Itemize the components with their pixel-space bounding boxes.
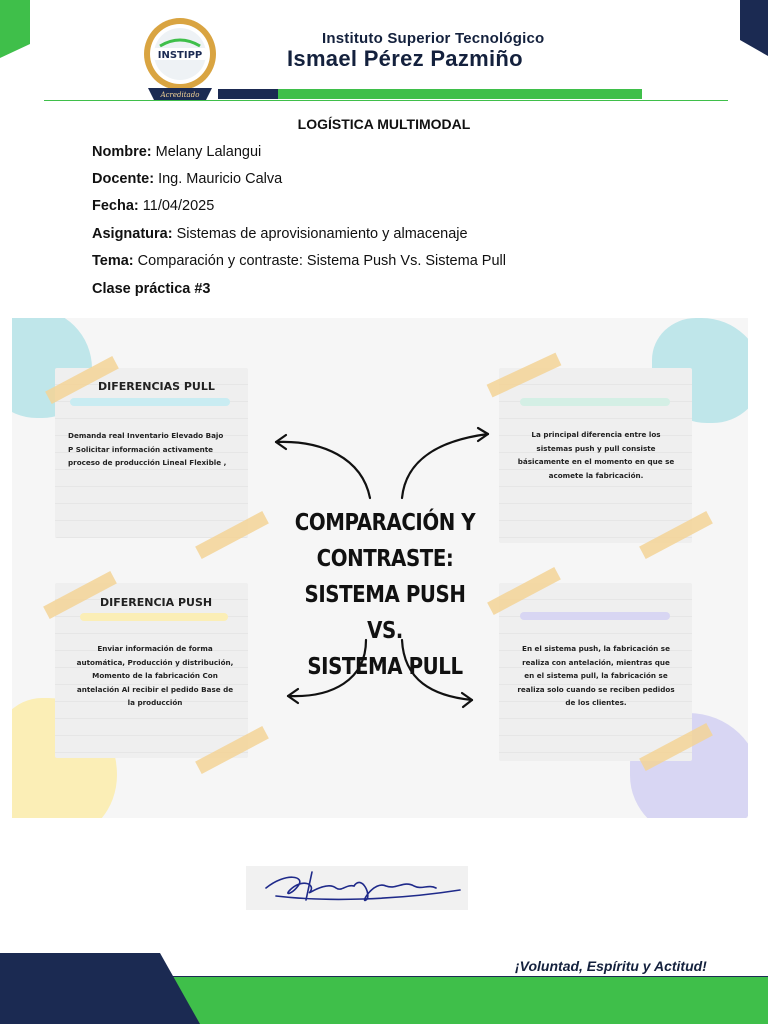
pull-line: proceso de producción Lineal Flexible , — [68, 458, 227, 467]
right-bottom-line: En el sistema push, la fabricación se — [522, 644, 670, 653]
field-value: 11/04/2025 — [138, 198, 215, 214]
infographic-center-title — [295, 505, 476, 685]
field-clase — [92, 281, 211, 297]
field-label: Fecha: — [92, 198, 139, 214]
center-title-line: CONTRASTE: — [316, 546, 454, 572]
pull-line: Demanda real Inventario Elevado Bajo — [68, 431, 224, 440]
right-bottom-line: en el sistema pull, la fabricación se — [524, 671, 668, 680]
right-top-card-text — [504, 428, 688, 482]
push-card-title: DIFERENCIA PUSH — [100, 596, 213, 609]
right-bottom-highlight — [520, 612, 670, 620]
footer-green-band — [150, 977, 768, 1024]
field-label: Docente: — [92, 171, 155, 187]
header-bar-green — [278, 89, 642, 99]
push-line: automática, Producción y distribución, — [76, 657, 234, 667]
center-title-line: SISTEMA PULL — [307, 654, 463, 680]
field-label: Clase práctica #3 — [92, 281, 211, 297]
institute-name-line2: Ismael Pérez Pazmiño — [287, 46, 523, 71]
pull-card-text — [68, 429, 248, 470]
right-bottom-line: de los clientes. — [565, 698, 627, 707]
institute-logo — [140, 16, 226, 102]
center-title-line: SISTEMA PUSH VS. — [304, 582, 466, 644]
arrow-top-right — [402, 434, 488, 498]
push-line: antelación Al recibir el pedido Base de — [76, 684, 234, 694]
pull-highlight — [70, 398, 230, 406]
push-line: la producción — [127, 698, 183, 707]
field-label: Asignatura: — [92, 226, 173, 242]
right-top-line: sistemas push y pull consiste — [536, 443, 656, 453]
right-top-line: La principal diferencia entre los — [531, 430, 661, 439]
corner-green-accent — [0, 0, 30, 58]
center-title-line: COMPARACIÓN Y — [294, 510, 476, 536]
pull-card-title: DIFERENCIAS PULL — [98, 380, 215, 393]
footer-motto: ¡Voluntad, Espíritu y Actitud! — [515, 958, 707, 974]
right-bottom-line: realiza solo cuando se reciben pedidos — [517, 684, 675, 694]
arrow-top-left — [276, 442, 370, 498]
push-card-text — [62, 642, 248, 710]
institute-name-line1: Instituto Superior Tecnológico — [322, 30, 545, 47]
field-value: Melany Lalangui — [151, 144, 262, 160]
field-fecha — [92, 198, 214, 214]
logo-ribbon: Acreditado — [160, 91, 200, 99]
field-value: Sistemas de aprovisionamiento y almacenaje — [172, 226, 468, 242]
footer-navy-shape — [0, 953, 200, 1024]
field-label: Nombre: — [92, 144, 152, 160]
pull-line: P Solicitar información activamente — [68, 444, 214, 454]
right-bottom-card-text — [504, 642, 688, 710]
field-nombre — [92, 144, 261, 160]
field-label: Tema: — [92, 253, 134, 269]
field-value: Comparación y contraste: Sistema Push Vs. Sistema Pull — [133, 253, 506, 269]
header-bar-navy — [218, 89, 278, 99]
push-highlight — [80, 613, 228, 621]
push-line: Momento de la fabricación Con — [92, 671, 218, 680]
field-docente — [92, 171, 282, 187]
signature — [246, 866, 468, 910]
document-title: LOGÍSTICA MULTIMODAL — [297, 116, 471, 132]
right-top-highlight — [520, 398, 670, 406]
right-top-line: básicamente en el momento en que se — [517, 457, 675, 466]
corner-navy-accent — [740, 0, 768, 56]
logo-text: INSTIPP — [157, 50, 203, 61]
push-line: Enviar información de forma — [97, 644, 213, 653]
field-value: Ing. Mauricio Calva — [154, 171, 283, 187]
header-divider — [44, 100, 728, 101]
field-asignatura — [92, 226, 468, 242]
infographic-image — [12, 318, 748, 818]
field-tema — [92, 253, 506, 269]
right-top-line: acomete la fabricación. — [548, 470, 644, 480]
right-bottom-line: realiza con antelación, mientras que — [522, 657, 670, 667]
